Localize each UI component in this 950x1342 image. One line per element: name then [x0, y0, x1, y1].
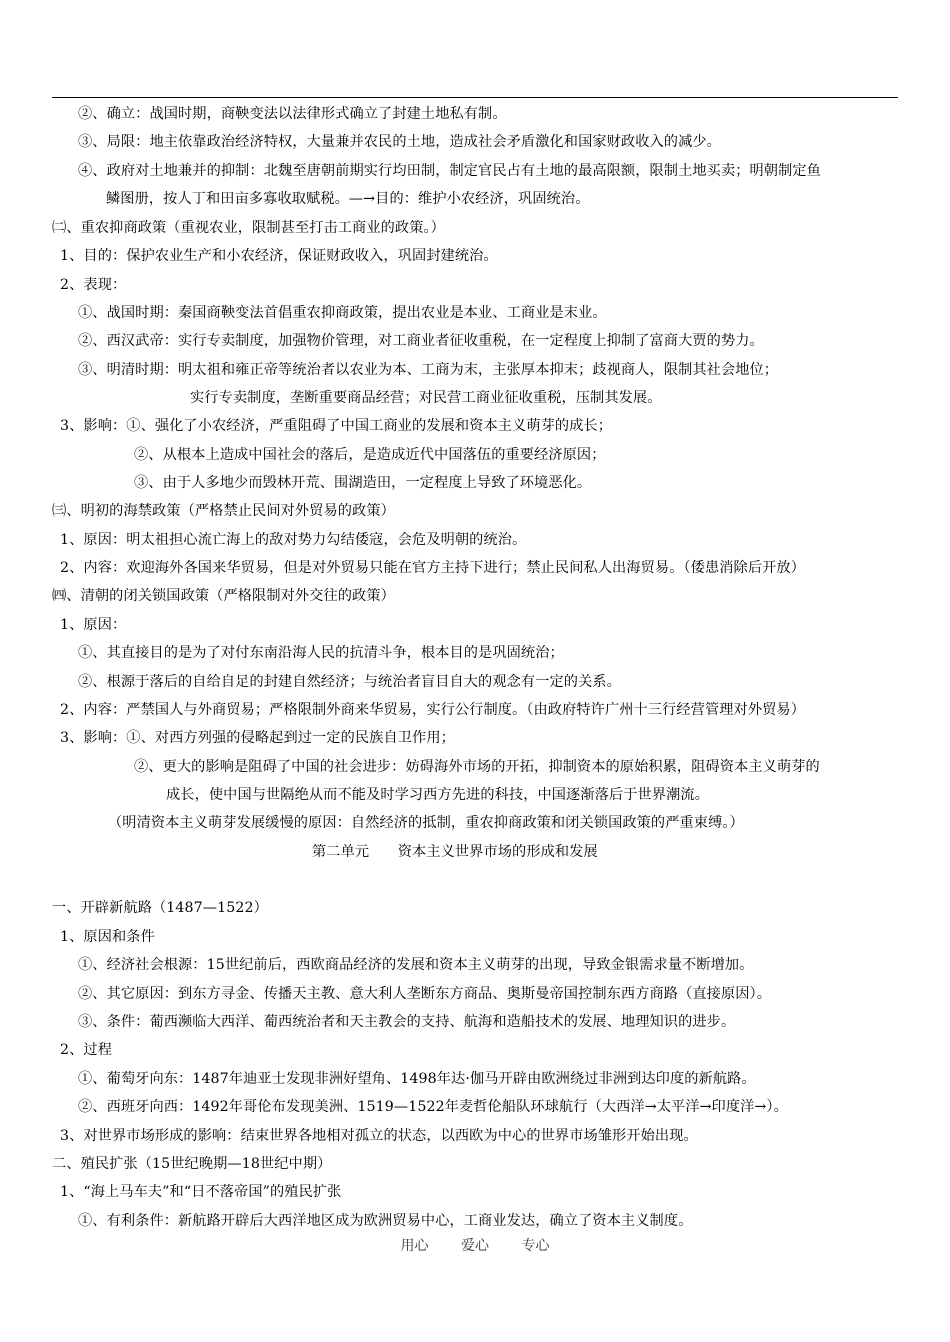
text-line: 成长，使中国与世隔绝从而不能及时学习西方先进的科技，中国逐渐落后于世界潮流。 — [166, 787, 709, 803]
text-line: ①、有利条件：新航路开辟后大西洋地区成为欧洲贸易中心，工商业发达，确立了资本主义制度。 — [78, 1213, 693, 1229]
text-line: ③、明清时期：明太祖和雍正帝等统治者以农业为本、工商为末，主张厚本抑末；歧视商人，限制其社会地位； — [78, 362, 779, 378]
text-line: 实行专卖制度，垄断重要商品经营；对民营工商业征收重税，压制其发展。 — [190, 390, 662, 406]
text-line: 3、对世界市场形成的影响：结束世界各地相对孤立的状态，以西欧为中心的世界市场雏形开始出现。 — [60, 1128, 698, 1144]
text-line: ①、其直接目的是为了对付东南沿海人民的抗清斗争，根本目的是巩固统治； — [78, 645, 564, 661]
text-line: 2、表现： — [60, 277, 127, 293]
text-line: 1、目的：保护农业生产和小农经济，保证财政收入，巩固封建统治。 — [60, 248, 498, 264]
text-line: 1、原因：明太祖担心流亡海上的敌对势力勾结倭寇，会危及明朝的统治。 — [60, 532, 527, 548]
text-line: 鳞图册，按人丁和田亩多寡收取赋税。—→目的：维护小农经济，巩固统治。 — [106, 191, 590, 207]
text-line: ③、局限：地主依靠政治经济特权，大量兼并农民的土地，造成社会矛盾激化和国家财政收入的减少。 — [78, 134, 721, 150]
text-line: （明清资本主义萌芽发展缓慢的原因：自然经济的抵制，重农抑商政策和闭关锁国政策的严重束缚。） — [108, 815, 744, 831]
text-line: ③、由于人多地少而毁林开荒、围湖造田，一定程度上导致了环境恶化。 — [134, 475, 592, 491]
text-line: ①、战国时期：秦国商鞅变法首倡重农抑商政策，提出农业是本业、工商业是末业。 — [78, 305, 607, 321]
text-line: 3、影响：①、强化了小农经济，严重阻碍了中国工商业的发展和资本主义萌芽的成长； — [60, 418, 613, 434]
text-line: ④、政府对土地兼并的抑制：北魏至唐朝前期实行均田制，制定官民占有土地的最高限额，限制土地买卖；明朝制定鱼 — [78, 163, 821, 179]
page-footer — [0, 1235, 950, 1255]
footer-text: 专心 — [521, 1238, 550, 1254]
text-line: 2、内容：欢迎海外各国来华贸易，但是对外贸易只能在官方主持下进行；禁止民间私人出海贸易。（倭患消除后开放） — [60, 560, 805, 576]
text-line: ②、从根本上造成中国社会的落后，是造成近代中国落伍的重要经济原因； — [134, 447, 606, 463]
text-line: ②、其它原因：到东方寻金、传播天主教、意大利人垄断东方商品、奥斯曼帝国控制东西方商路（直接原因）。 — [78, 986, 771, 1002]
section-heading: ㈢、明初的海禁政策（严格禁止民间对外贸易的政策） — [52, 503, 395, 519]
section-heading: ㈣、清朝的闭关锁国政策（严格限制对外交往的政策） — [52, 588, 395, 604]
footer-text: 用心 — [400, 1238, 429, 1254]
text-line: ②、根源于落后的自给自足的封建自然经济；与统治者盲目自大的观念有一定的关系。 — [78, 674, 621, 690]
text-line: ①、葡萄牙向东：1487年迪亚士发现非洲好望角、1498年达·伽马开辟由欧洲绕过非洲到达印度的新航路。 — [78, 1071, 756, 1087]
footer-text: 爱心 — [461, 1238, 489, 1254]
text-line: 2、内容：严禁国人与外商贸易；严格限制外商来华贸易，实行公行制度。（由政府特许广州十三行经营管理对外贸易） — [60, 702, 805, 718]
text-line: 2、过程 — [60, 1042, 112, 1058]
top-rule — [52, 97, 898, 98]
text-line: ②、确立：战国时期，商鞅变法以法律形式确立了封建土地私有制。 — [78, 106, 507, 122]
text-line: ②、更大的影响是阻碍了中国的社会进步：妨碍海外市场的开拓，抑制资本的原始积累，阻碍资本主义萌芽的 — [134, 759, 820, 775]
text-line: ②、西汉武帝：实行专卖制度，加强物价管理，对工商业者征收重税，在一定程度上抑制了富商大贾的势力。 — [78, 333, 764, 349]
text-line: 1、原因： — [60, 617, 127, 633]
text-line: 3、影响：①、对西方列强的侵略起到过一定的民族自卫作用； — [60, 730, 455, 746]
unit-title: 第二单元 资本主义世界市场的形成和发展 — [312, 844, 598, 860]
section-heading: 一、开辟新航路（1487—1522） — [52, 900, 268, 916]
text-line: ②、西班牙向西：1492年哥伦布发现美洲、1519—1522年麦哲伦船队环球航行（大西洋→太平洋→印度洋→）。 — [78, 1099, 788, 1115]
text-line: ①、经济社会根源：15世纪前后，西欧商品经济的发展和资本主义萌芽的出现，导致金银需求量不断增加。 — [78, 957, 754, 973]
text-line: ③、条件：葡西濒临大西洋、葡西统治者和天主教会的支持、航海和造船技术的发展、地理知识的进步。 — [78, 1014, 736, 1030]
section-heading: ㈡、重农抑商政策（重视农业，限制甚至打击工商业的政策。） — [52, 220, 445, 236]
text-line: 1、原因和条件 — [60, 929, 155, 945]
section-heading: 二、殖民扩张（15世纪晚期—18世纪中期） — [52, 1156, 332, 1172]
text-line: 1、“海上马车夫”和“日不落帝国”的殖民扩张 — [60, 1184, 342, 1200]
